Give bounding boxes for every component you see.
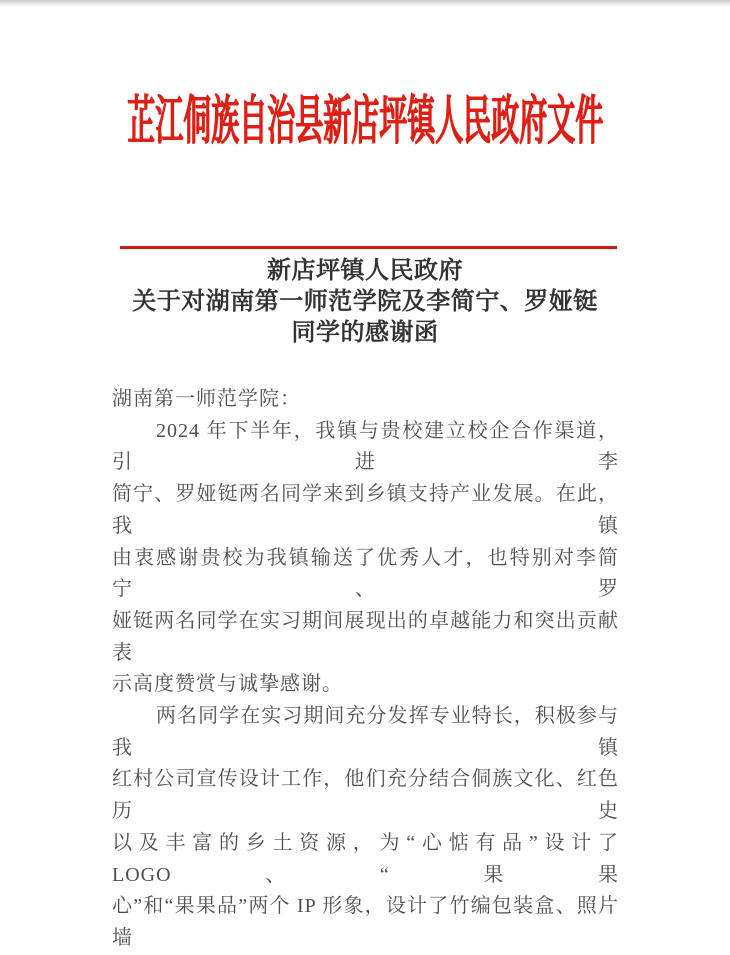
document-title <box>0 256 730 349</box>
document-title-line-2: 关于对湖南第一师范学院及李简宁、罗娅铤 <box>132 289 598 315</box>
body-line: 以及丰富的乡土资源，为“心惦有品”设计了 LOGO、“果果 <box>112 831 619 886</box>
government-document-header: 芷江侗族自治县新店坪镇人民政府文件 <box>126 93 603 152</box>
body-line: 示高度赞赏与诚挚感谢。 <box>112 673 343 696</box>
body-line: 由衷感谢贵校为我镇输送了优秀人才，也特别对李简宁、罗 <box>112 546 619 601</box>
document-title-line-1: 新店坪镇人民政府 <box>267 258 463 284</box>
body-line: 心”和“果果品”两个 IP 形象，设计了竹编包装盒、照片墙 <box>112 895 619 949</box>
red-separator-rule <box>120 246 617 249</box>
red-header-banner <box>0 80 730 152</box>
body-line: 简宁、罗娅铤两名同学来到乡镇支持产业发展。在此，我镇 <box>112 483 619 537</box>
body-line: 娅铤两名同学在实习期间展现出的卓越能力和突出贡献表 <box>112 609 619 664</box>
document-body <box>112 384 619 955</box>
document-title-line-3: 同学的感谢函 <box>291 320 439 346</box>
salutation-line: 湖南第一师范学院： <box>112 388 301 410</box>
body-line: 2024 年下半年，我镇与贵校建立校企合作渠道，引进李 <box>112 419 619 474</box>
body-line: 红村公司宣传设计工作，他们充分结合侗族文化、红色历史 <box>112 768 619 823</box>
page-top-edge-shadow <box>0 0 730 8</box>
body-line: 两名同学在实习期间充分发挥专业特长，积极参与我镇 <box>112 705 619 759</box>
